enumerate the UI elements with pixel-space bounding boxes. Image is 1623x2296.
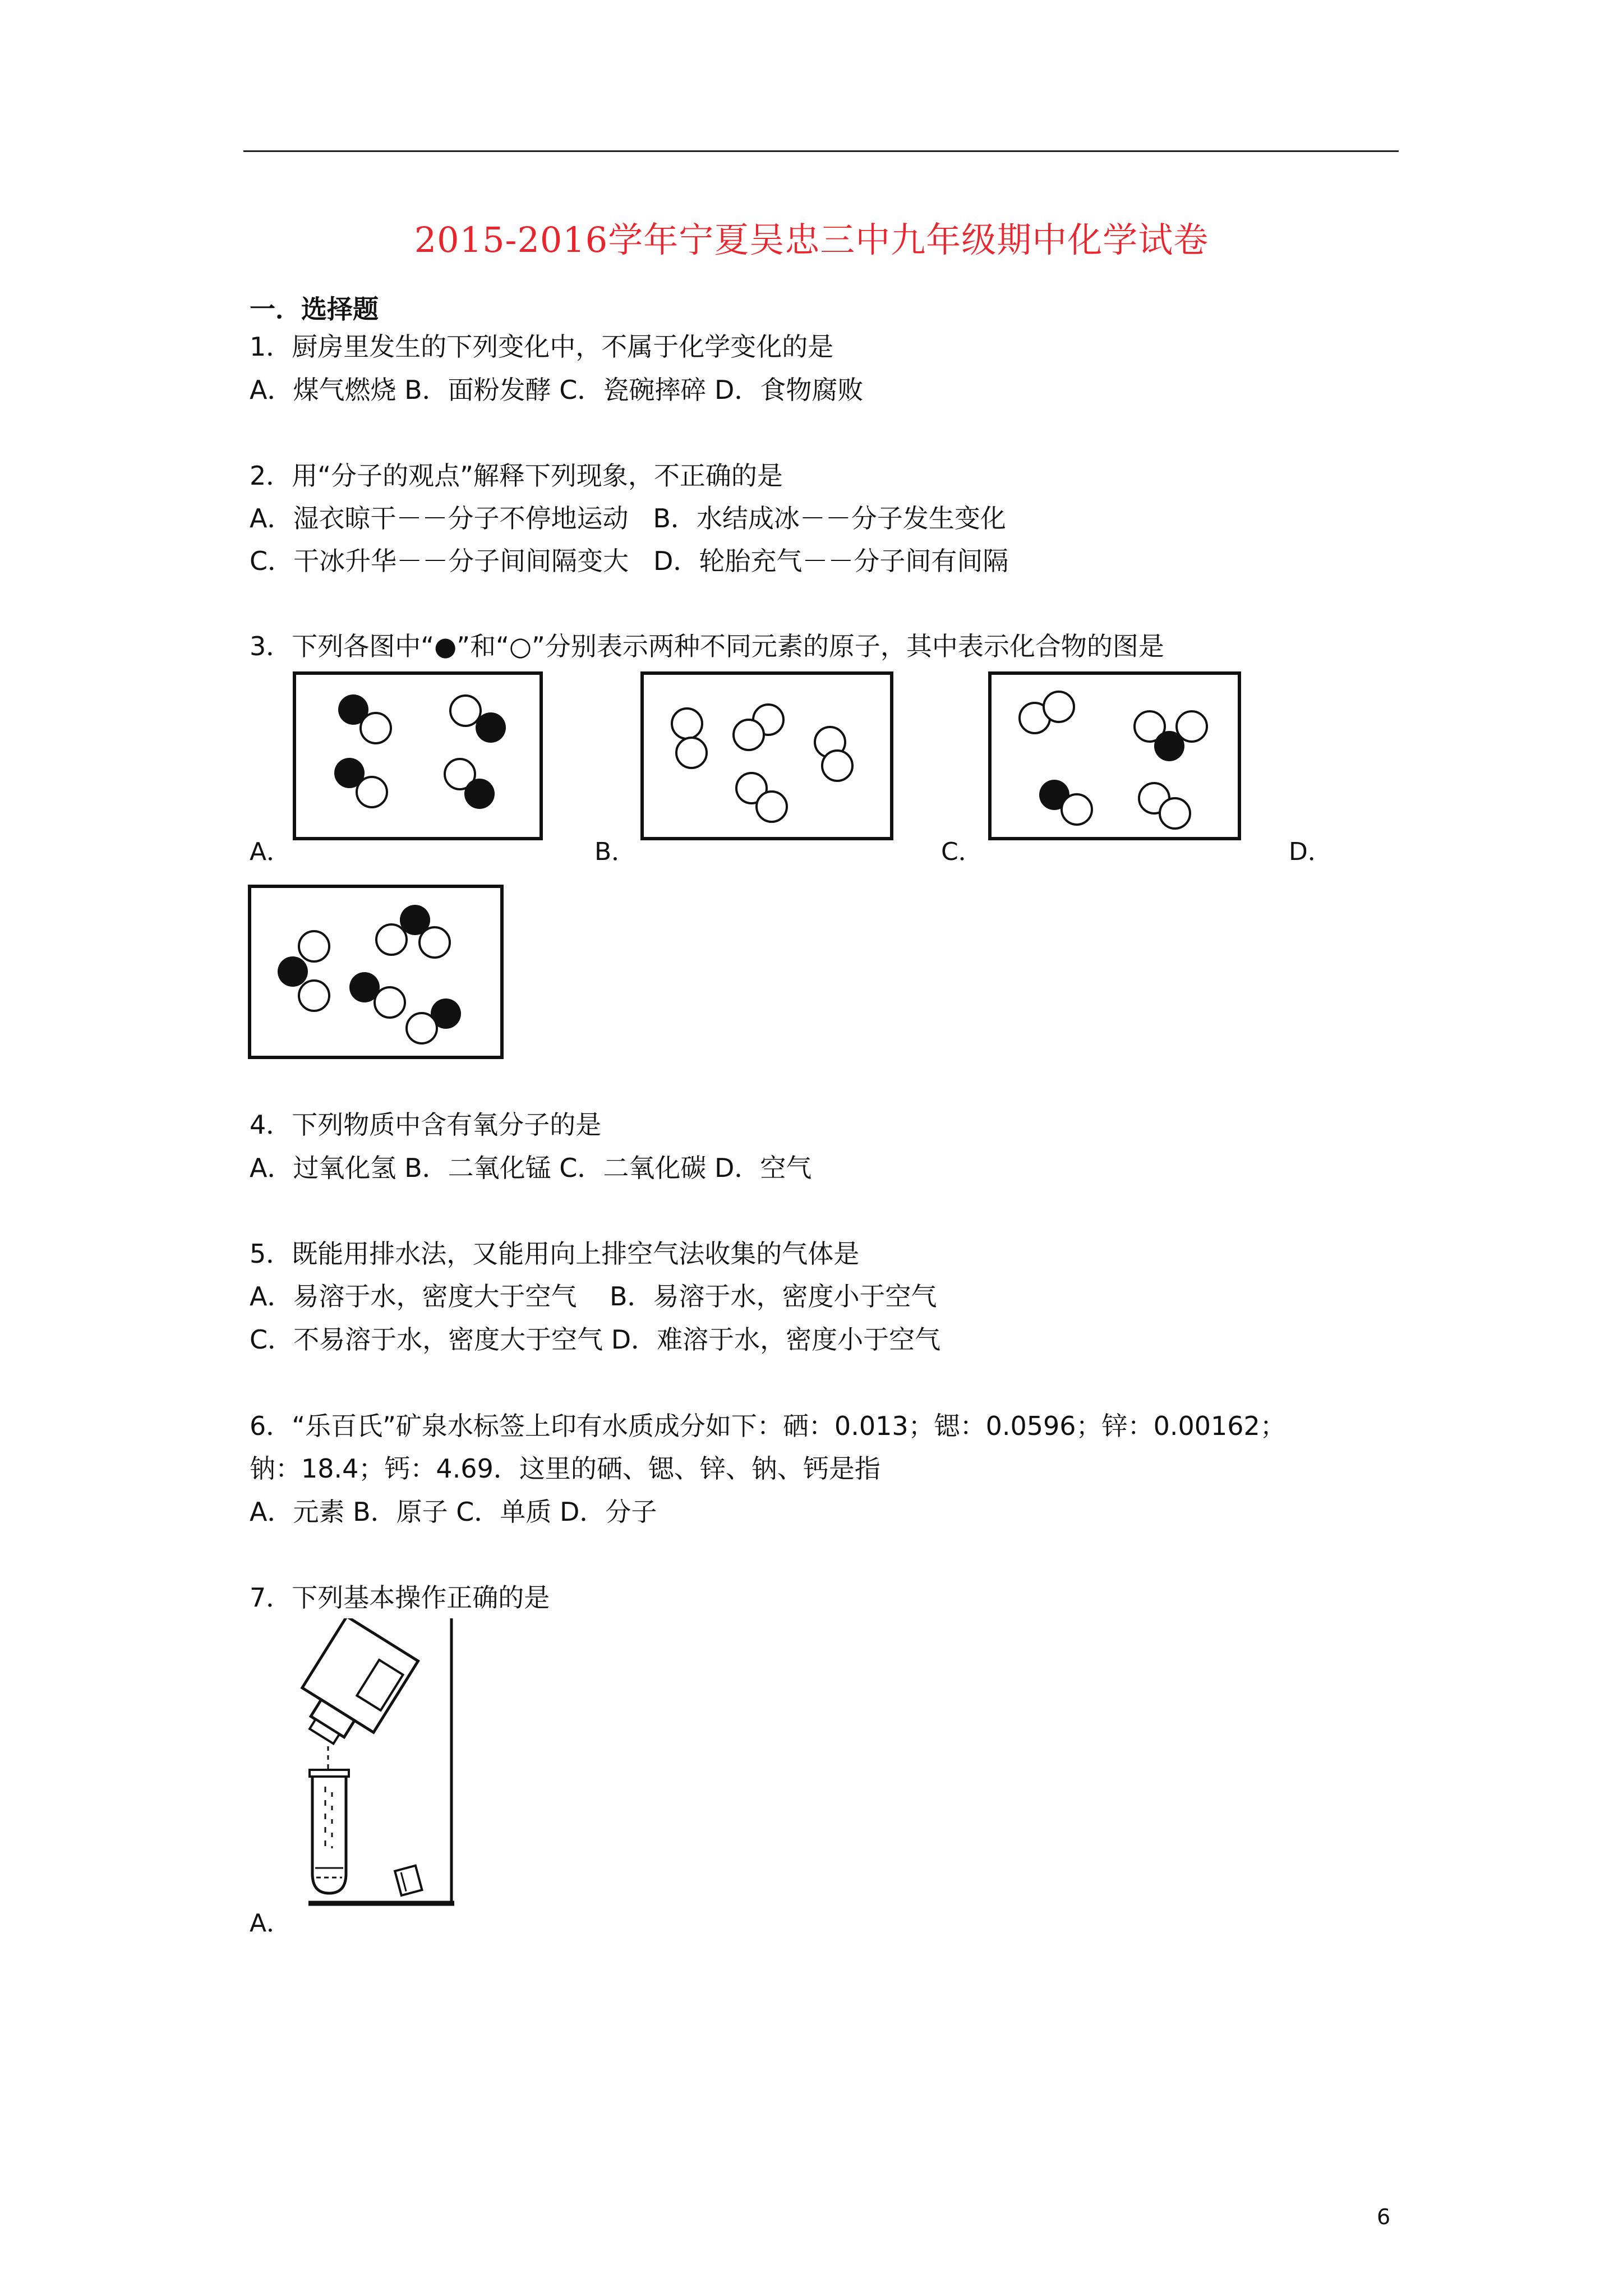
section-heading: 一．选择题 [250, 294, 379, 324]
q1-options: A．煤气燃烧 B．面粉发酵 C．瓷碗摔碎 D．食物腐败 [250, 375, 864, 405]
q2-stem: 2．用“分子的观点”解释下列现象，不正确的是 [250, 461, 783, 491]
q5-stem: 5．既能用排水法，又能用向上排空气法收集的气体是 [250, 1239, 860, 1269]
q6-options: A．元素 B．原子 C．单质 D．分子 [250, 1497, 657, 1527]
q7-figure-a [280, 1618, 465, 1910]
q3-stem: 3．下列各图中“●”和“○”分别表示两种不同元素的原子，其中表示化合物的图是 [250, 631, 1164, 661]
q3-figure-a [292, 670, 544, 841]
q3-figure-d [247, 884, 505, 1060]
q4-options: A．过氧化氢 B．二氧化锰 C．二氧化碳 D．空气 [250, 1153, 812, 1183]
q6-stem-line2: 钠：18.4；钙：4.69．这里的硒、锶、锌、钠、钙是指 [250, 1453, 880, 1484]
q3-label-a: A． [250, 838, 292, 866]
q3-label-b: B． [594, 838, 637, 866]
q7-label-a: A． [250, 1909, 292, 1938]
header-rule [243, 150, 1399, 152]
q3-figure-b [639, 670, 895, 841]
q4-stem: 4．下列物质中含有氧分子的是 [250, 1110, 602, 1140]
q5-options-line1: A．易溶于水，密度大于空气 B．易溶于水，密度小于空气 [250, 1281, 937, 1312]
q5-options-line2: C．不易溶于水，密度大于空气 D．难溶于水，密度小于空气 [250, 1324, 941, 1355]
q7-stem: 7．下列基本操作正确的是 [250, 1582, 550, 1613]
q3-figure-c [987, 670, 1242, 841]
page-title: 2015-2016学年宁夏吴忠三中九年级期中化学试卷 [414, 219, 1209, 260]
page-number: 6 [1377, 2205, 1391, 2229]
q6-stem-line1: 6．“乐百氏”矿泉水标签上印有水质成分如下：硒：0.013；锶：0.0596；锌：0.00162； [250, 1411, 1286, 1441]
q3-label-c: C． [941, 838, 983, 866]
q3-label-d: D． [1289, 838, 1332, 866]
q2-options-line1: A．湿衣晾干－－分子不停地运动 B．水结成冰－－分子发生变化 [250, 503, 1006, 533]
q2-options-line2: C．干冰升华－－分子间间隔变大 D．轮胎充气－－分子间有间隔 [250, 546, 1009, 576]
q1-stem: 1．厨房里发生的下列变化中，不属于化学变化的是 [250, 332, 834, 362]
